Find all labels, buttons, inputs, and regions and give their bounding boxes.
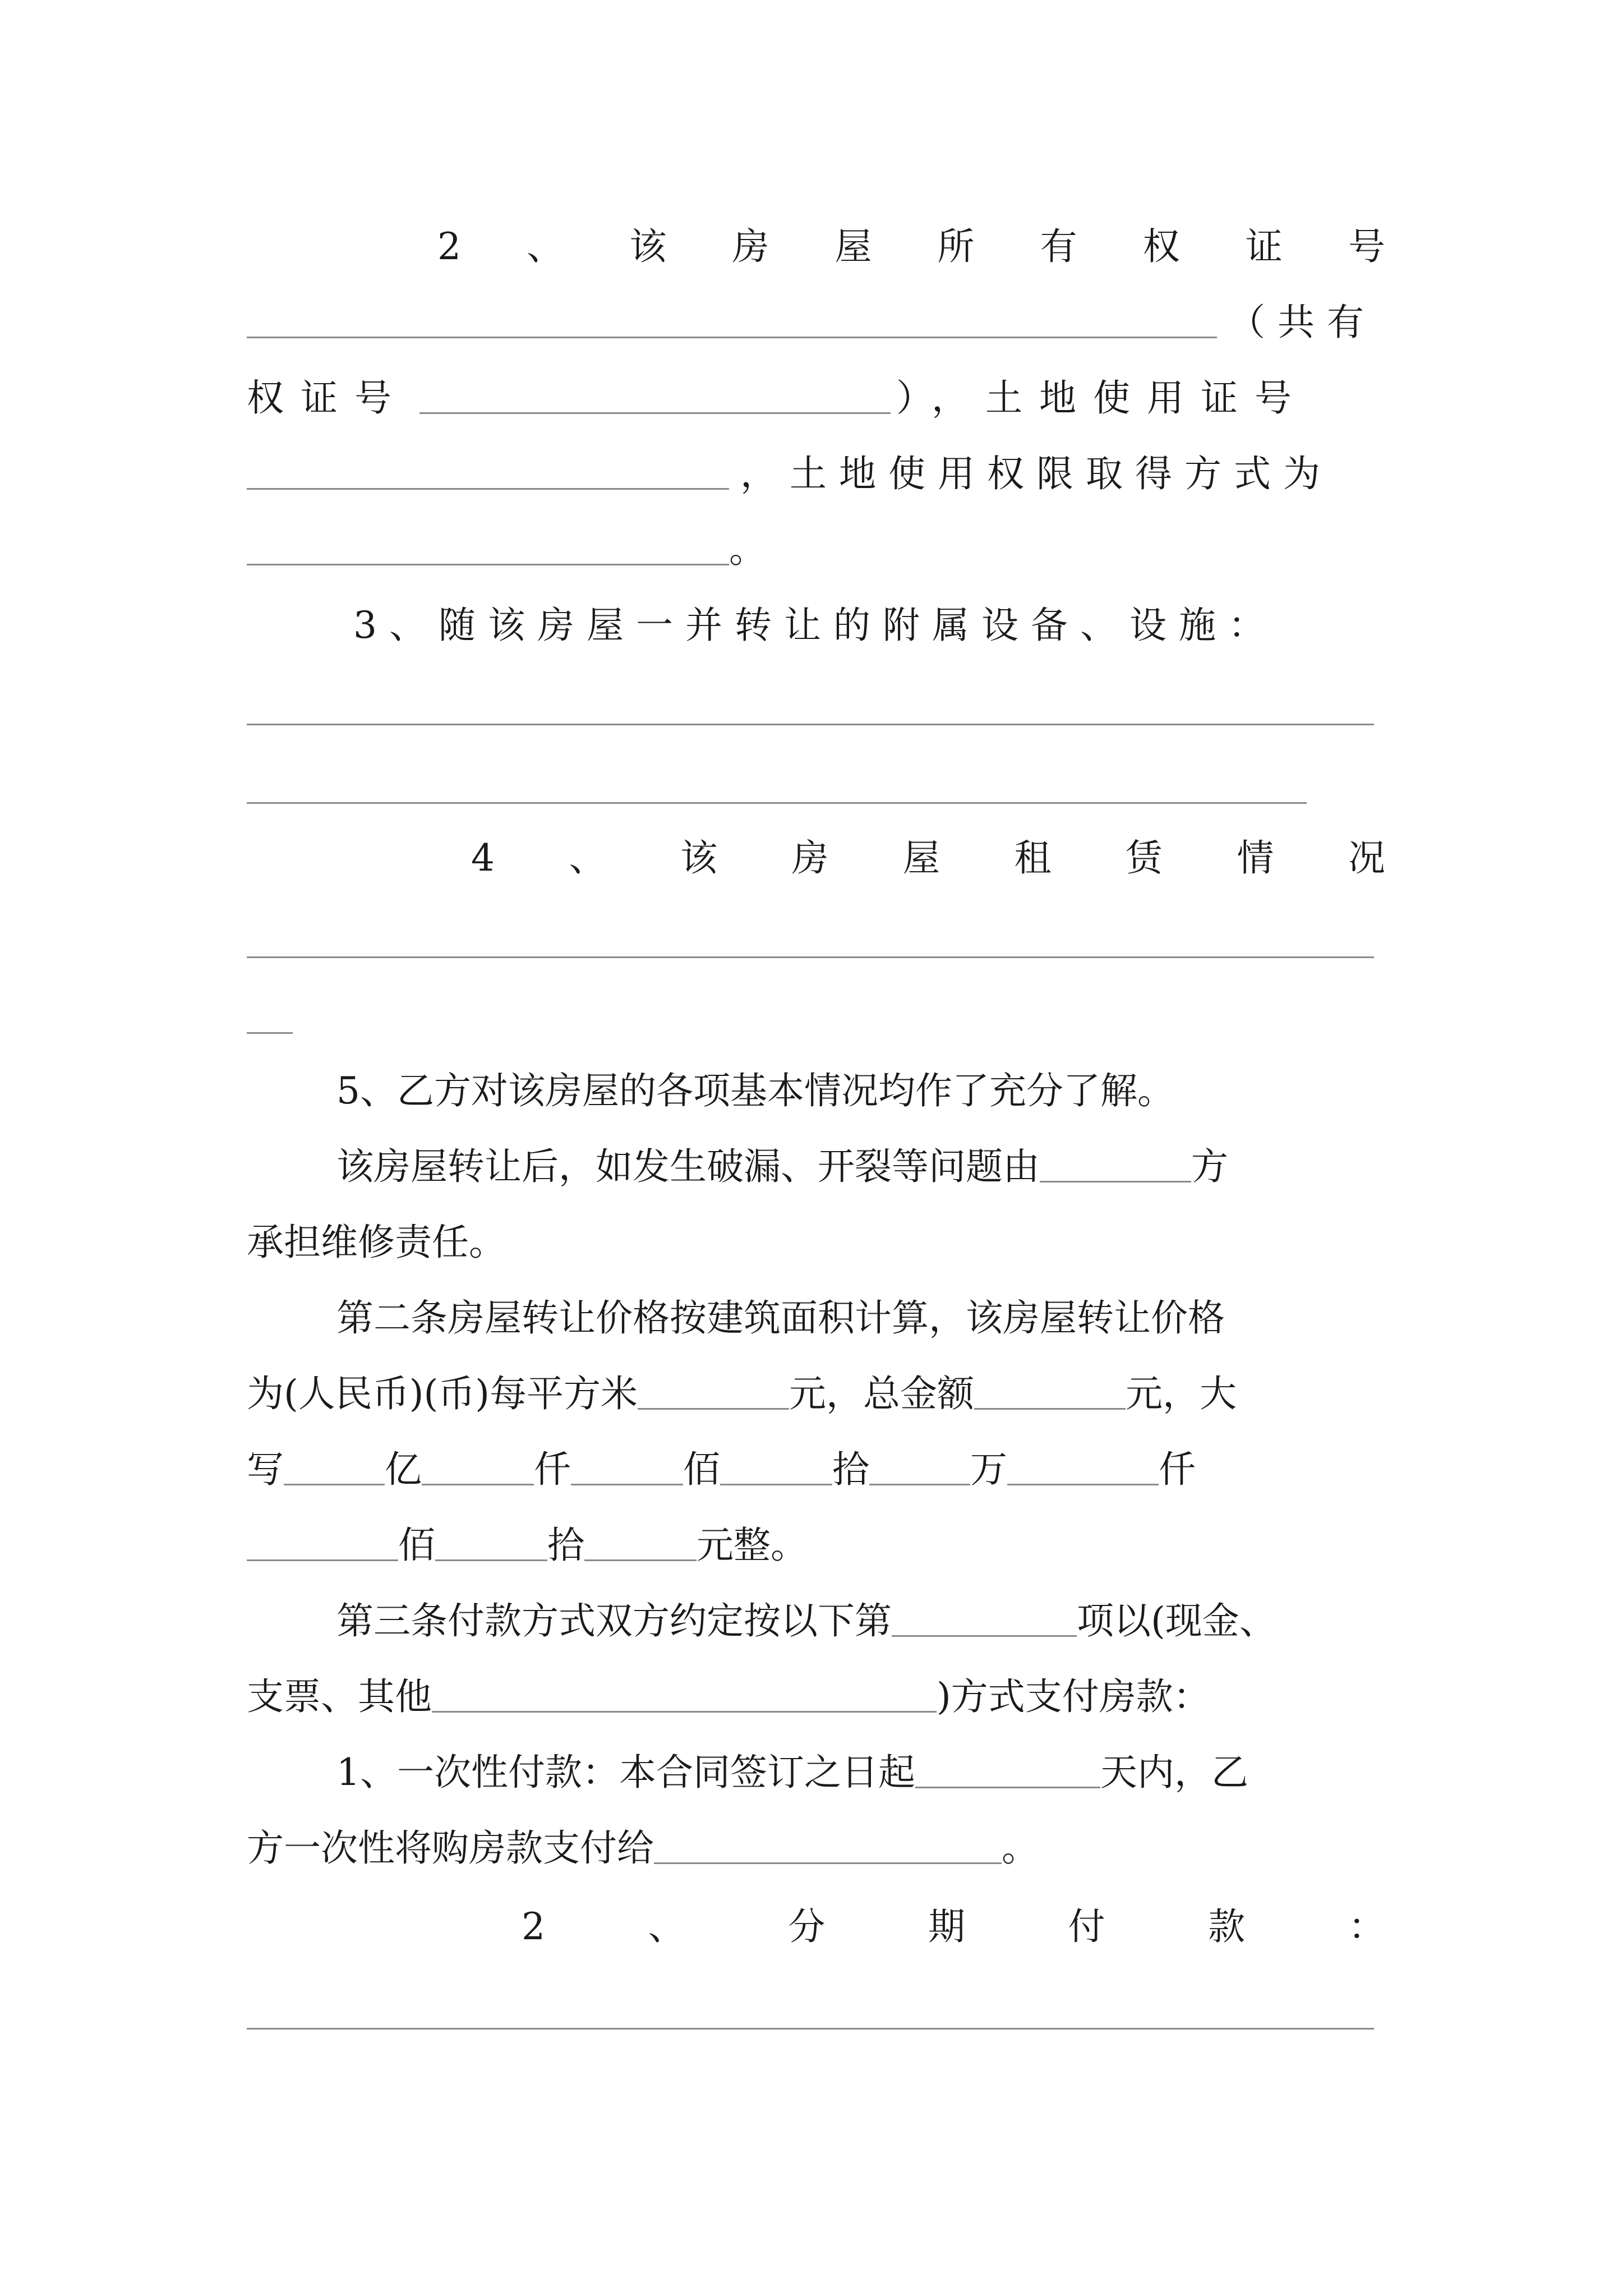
unit-label: 佰	[683, 1448, 720, 1491]
item5-text: 5、乙方对该房屋的各项基本情况均作了充分了解。	[336, 1069, 1174, 1112]
days-blank[interactable]	[915, 1747, 1100, 1788]
unit-label: 拾	[547, 1524, 584, 1567]
pay1-line2	[247, 1820, 1385, 1876]
char: 屋	[834, 225, 872, 268]
certificate-number-blank[interactable]	[247, 297, 1217, 338]
article3-text: 第三条付款方式双方约定按以下第	[336, 1599, 892, 1642]
char: 、	[569, 836, 606, 880]
lump-sum-text: 1、一次性付款：本合同签订之日起	[336, 1751, 915, 1794]
payee-blank[interactable]	[654, 1823, 1002, 1864]
payment-method-suffix: )方式支付房款：	[937, 1675, 1210, 1718]
payment-item-blank[interactable]	[892, 1596, 1077, 1637]
unit-label: 拾	[832, 1448, 869, 1491]
amount-blank[interactable]	[284, 1444, 385, 1485]
co-ownership-label: （共有	[1228, 301, 1376, 344]
amount-blank[interactable]	[1007, 1444, 1159, 1485]
land-right-method-label: ，土地使用权限取得方式为	[740, 452, 1332, 495]
char: 该	[629, 225, 667, 268]
char: 租	[1014, 836, 1052, 880]
article2-line4	[247, 1517, 1385, 1573]
period: 。	[729, 528, 766, 571]
item2-line4	[247, 446, 1385, 502]
article3-line2	[247, 1669, 1385, 1725]
unit-label: 写	[247, 1448, 284, 1491]
unit-label: 亿	[385, 1448, 422, 1491]
other-method-label: 支票、其他	[247, 1675, 432, 1718]
land-cert-label: ），土地使用证号	[896, 376, 1308, 420]
char: 房	[791, 836, 829, 880]
char: 该	[680, 836, 717, 880]
char: 4	[471, 836, 495, 880]
total-amount-blank[interactable]	[974, 1369, 1126, 1410]
amount-blank[interactable]	[584, 1520, 697, 1561]
char: 房	[732, 225, 769, 268]
land-right-method-blank[interactable]	[247, 524, 729, 565]
amount-blank[interactable]	[435, 1520, 547, 1561]
char: 款	[1208, 1905, 1246, 1948]
item5-line	[336, 1063, 1385, 1119]
item3-blank-2[interactable]	[247, 802, 1307, 804]
co-ownership-cert-label: 权证号	[247, 376, 408, 420]
char: 期	[928, 1905, 965, 1948]
other-method-blank[interactable]	[432, 1672, 937, 1713]
payee-label: 方一次性将购房款支付给	[247, 1826, 654, 1870]
item2-line2	[247, 295, 1385, 351]
repair-text: 该房屋转让后，如发生破漏、开裂等问题由	[336, 1145, 1040, 1188]
article2-line2	[247, 1366, 1385, 1422]
total-label: 元，总金额	[789, 1372, 974, 1415]
char: 、	[648, 1905, 685, 1948]
item4-blank-2[interactable]	[247, 1032, 293, 1034]
item2-line1	[437, 219, 1385, 275]
char: 况	[1348, 836, 1385, 880]
amount-blank[interactable]	[422, 1444, 534, 1485]
capital-label: 元，大	[1126, 1372, 1237, 1415]
unit-label: 仟	[1159, 1448, 1196, 1491]
item3-text: 3、随该房屋一并转让的附属设备、设施：	[353, 604, 1278, 647]
amount-blank[interactable]	[720, 1444, 832, 1485]
pay1-line1	[336, 1745, 1385, 1801]
period: 。	[1002, 1826, 1039, 1870]
char: 付	[1068, 1905, 1105, 1948]
item4-blank-1[interactable]	[247, 956, 1374, 958]
char: 所	[937, 225, 975, 268]
char: 证	[1245, 225, 1283, 268]
lump-sum-suffix: 天内，乙	[1100, 1751, 1248, 1794]
item2-line3	[247, 370, 1385, 426]
char: 赁	[1126, 836, 1163, 880]
unit-label: 仟	[534, 1448, 571, 1491]
item2-line5	[247, 522, 1385, 578]
article2-text: 第二条房屋转让价格按建筑面积计算，该房屋转让价格	[336, 1296, 1225, 1340]
article2-line3	[247, 1442, 1385, 1498]
land-cert-blank[interactable]	[247, 449, 729, 490]
unit-label: 元整。	[697, 1524, 808, 1567]
item3-line	[353, 597, 1385, 654]
amount-blank[interactable]	[247, 1520, 398, 1561]
char: 情	[1237, 836, 1274, 880]
amount-blank[interactable]	[571, 1444, 683, 1485]
article3-line1	[336, 1593, 1385, 1649]
installment-blank[interactable]	[247, 2028, 1374, 2030]
unit-label: 万	[970, 1448, 1007, 1491]
char: 2	[522, 1905, 545, 1948]
char: 屋	[903, 836, 940, 880]
char: 2	[437, 225, 461, 268]
char: 号	[1348, 225, 1385, 268]
price-per-sqm-label: 为(人民币)(币)每平方米	[247, 1372, 638, 1415]
repair-line1	[336, 1139, 1385, 1195]
char: ：	[1348, 1905, 1385, 1948]
char: 、	[527, 225, 564, 268]
price-per-sqm-blank[interactable]	[638, 1369, 789, 1410]
unit-label: 佰	[398, 1524, 435, 1567]
pay2-line	[522, 1899, 1385, 1955]
item4-line	[471, 830, 1385, 886]
article3-suffix: 项以(现金、	[1077, 1599, 1276, 1642]
co-ownership-cert-blank[interactable]	[419, 373, 891, 414]
repair-line2	[247, 1214, 1385, 1271]
amount-blank[interactable]	[869, 1444, 970, 1485]
repair-text-2: 承担维修责任。	[247, 1221, 506, 1264]
item3-blank-1[interactable]	[247, 724, 1374, 725]
char: 分	[788, 1905, 826, 1948]
repair-party-blank[interactable]	[1040, 1142, 1191, 1182]
repair-suffix: 方	[1191, 1145, 1228, 1188]
article2-line1	[336, 1290, 1385, 1346]
char: 权	[1142, 225, 1180, 268]
char: 有	[1040, 225, 1077, 268]
